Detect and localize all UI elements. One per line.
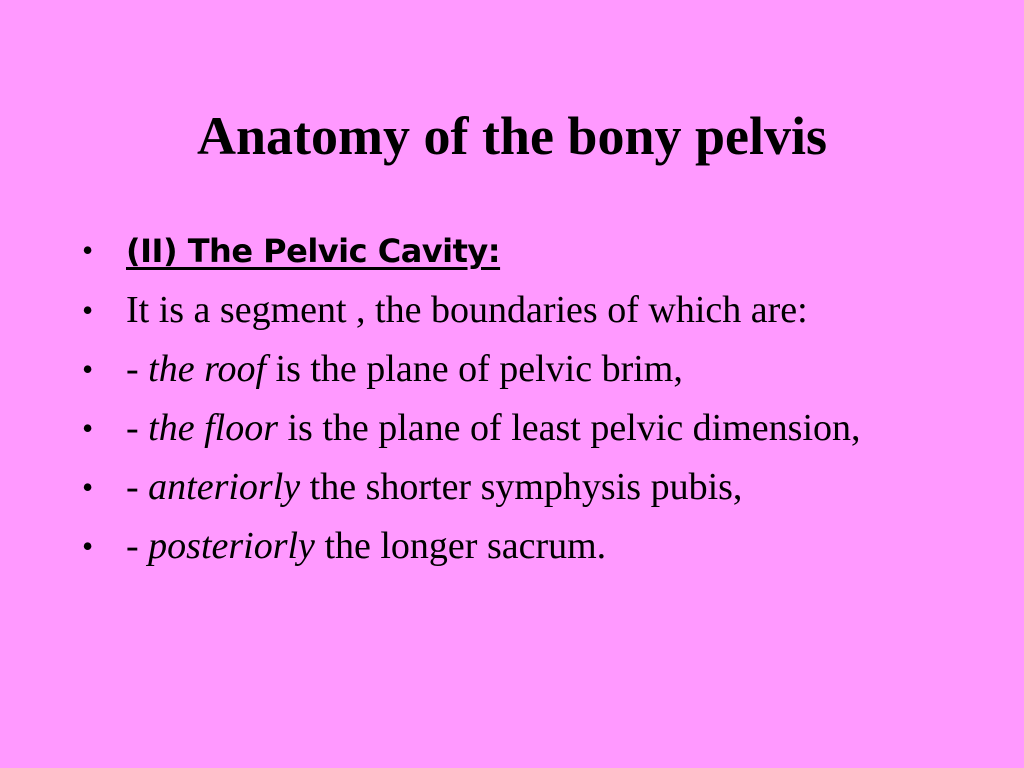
bullet-icon: • xyxy=(82,410,94,446)
bullet-item-roof xyxy=(82,345,902,393)
bullet-list xyxy=(82,226,902,581)
bullet-icon: • xyxy=(82,469,94,505)
bullet-rest: is the plane of least pelvic dimension, xyxy=(277,407,861,449)
bullet-rest: the shorter symphysis pubis, xyxy=(300,466,743,508)
bullet-item-posteriorly xyxy=(82,522,902,570)
bullet-emphasis: anteriorly xyxy=(148,466,301,508)
bullet-item-definition xyxy=(82,286,902,334)
bullet-prefix: - xyxy=(126,348,149,390)
bullet-prefix: - xyxy=(126,525,149,567)
bullet-icon: • xyxy=(82,232,94,268)
bullet-item-floor xyxy=(82,404,902,452)
bullet-icon: • xyxy=(82,292,94,328)
bullet-emphasis: the floor xyxy=(148,407,278,449)
bullet-rest: is the plane of pelvic brim, xyxy=(266,348,683,390)
bullet-item-heading xyxy=(82,226,902,275)
bullet-prefix: - xyxy=(126,407,149,449)
bullet-icon: • xyxy=(82,528,94,564)
section-heading: (II) The Pelvic Cavity: xyxy=(126,232,501,270)
bullet-item-anteriorly xyxy=(82,463,902,511)
bullet-icon: • xyxy=(82,351,94,387)
bullet-prefix: - xyxy=(126,466,149,508)
slide-title: Anatomy of the bony pelvis xyxy=(196,106,828,166)
bullet-rest: the longer sacrum. xyxy=(314,525,607,567)
bullet-emphasis: posteriorly xyxy=(148,525,315,567)
bullet-text: It is a segment , the boundaries of which are: xyxy=(126,289,808,331)
bullet-emphasis: the roof xyxy=(148,348,267,390)
